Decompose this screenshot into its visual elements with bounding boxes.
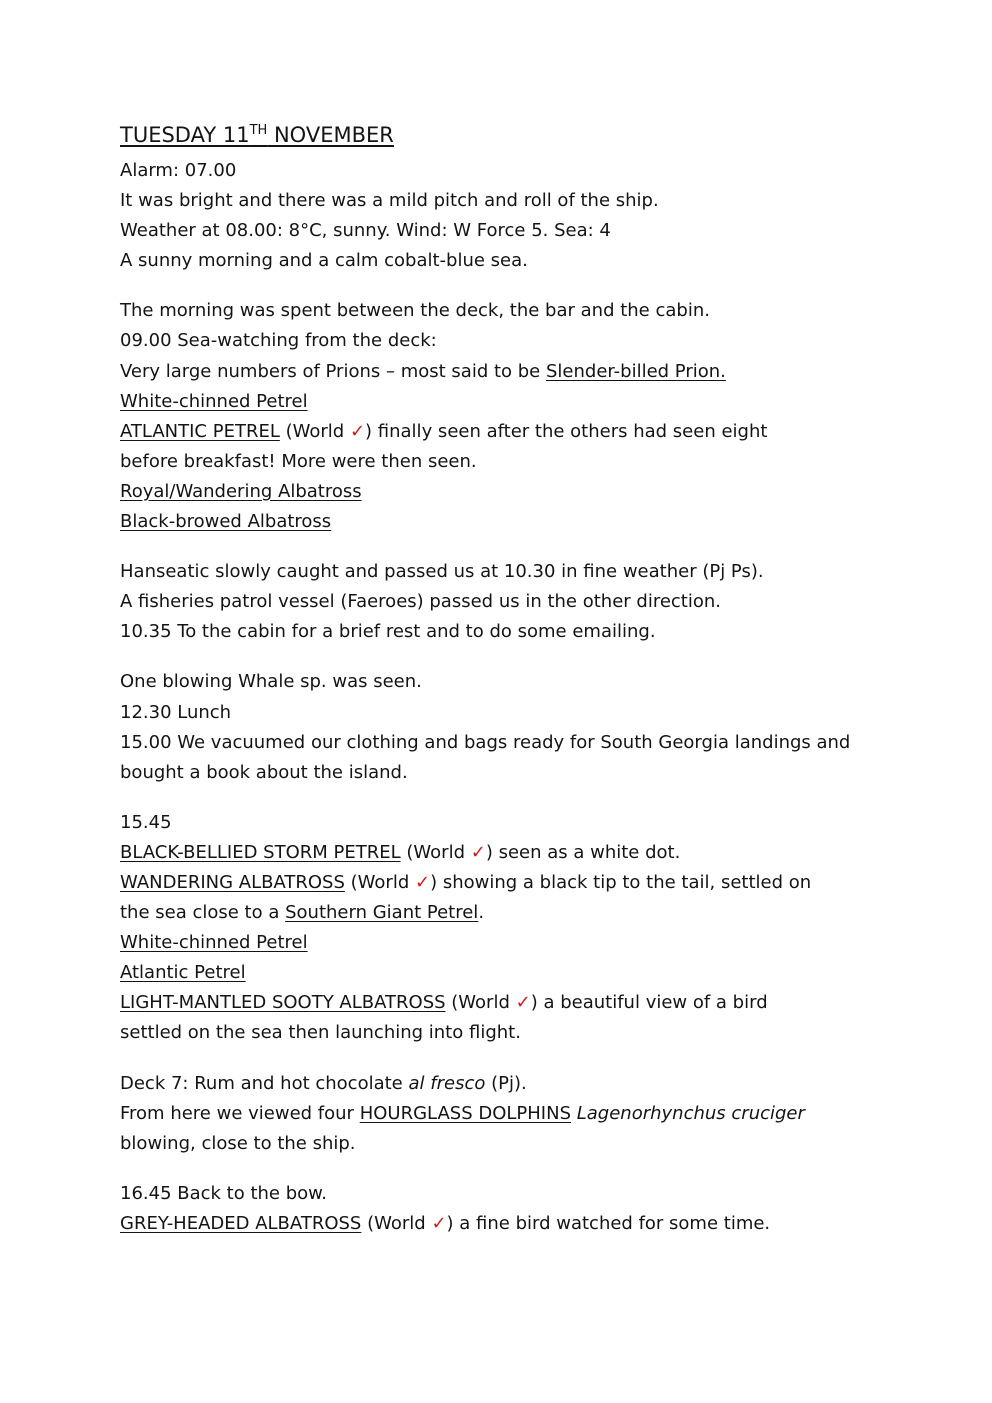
check-icon: ✓ xyxy=(515,992,531,1014)
scientific-name: Lagenorhynchus cruciger xyxy=(576,1102,805,1124)
paragraph-line: It was bright and there was a mild pitch and roll of the ship. xyxy=(120,190,659,212)
alarm-line: Alarm: 07.00 xyxy=(120,160,237,181)
species-name: Southern Giant Petrel xyxy=(285,902,479,924)
paragraph-line: Deck 7: Rum and hot chocolate al fresco (Pj). xyxy=(120,1072,527,1094)
paragraph-line: before breakfast! More were then seen. xyxy=(120,450,477,472)
species-name: Slender-billed Prion. xyxy=(546,360,726,382)
species-name: ATLANTIC PETREL xyxy=(120,420,280,442)
species-line xyxy=(120,507,880,537)
paragraph-line: bought a book about the island. xyxy=(120,761,408,783)
check-icon: ✓ xyxy=(431,1212,447,1234)
paragraph-line: One blowing Whale sp. was seen. xyxy=(120,671,422,693)
species-line: LIGHT-MANTLED SOOTY ALBATROSS (World ✓) a beautiful view of a bird xyxy=(120,992,768,1014)
species-line xyxy=(120,477,880,507)
species-line: GREY-HEADED ALBATROSS (World ✓) a fine bird watched for some time. xyxy=(120,1212,771,1234)
species-name: Black-browed Albatross xyxy=(120,511,332,533)
species-line: BLACK-BELLIED STORM PETREL (World ✓) seen as a white dot. xyxy=(120,841,681,863)
species-line: ATLANTIC PETREL (World ✓) finally seen after the others had seen eight xyxy=(120,420,768,442)
check-icon: ✓ xyxy=(349,420,366,442)
paragraph-line: 09.00 Sea-watching from the deck: xyxy=(120,330,437,352)
species-line xyxy=(120,928,880,958)
species-name: White-chinned Petrel xyxy=(120,932,308,954)
page-title: TUESDAY 11TH NOVEMBER xyxy=(120,123,394,147)
paragraph-line: 16.45 Back to the bow. xyxy=(120,1182,327,1204)
paragraph-line: A fisheries patrol vessel (Faeroes) passed us in the other direction. xyxy=(120,591,721,613)
species-name: BLACK-BELLIED STORM PETREL xyxy=(120,841,401,863)
species-name: White-chinned Petrel xyxy=(120,390,308,412)
diary-entry xyxy=(120,120,880,1239)
species-line xyxy=(120,387,880,417)
species-name: GREY-HEADED ALBATROSS xyxy=(120,1212,362,1234)
paragraph-line: 10.35 To the cabin for a brief rest and to do some emailing. xyxy=(120,621,656,643)
species-name: HOURGLASS DOLPHINS xyxy=(359,1102,571,1124)
species-name: Royal/Wandering Albatross xyxy=(120,480,362,502)
check-icon: ✓ xyxy=(414,871,431,893)
paragraph-line: the sea close to a Southern Giant Petrel. xyxy=(120,902,485,924)
paragraph-line: 12.30 Lunch xyxy=(120,701,232,723)
species-line xyxy=(120,958,880,988)
species-line: WANDERING ALBATROSS (World ✓) showing a black tip to the tail, settled on xyxy=(120,871,812,893)
paragraph-line: A sunny morning and a calm cobalt-blue sea. xyxy=(120,250,528,272)
check-icon: ✓ xyxy=(470,841,486,863)
paragraph-line: settled on the sea then launching into flight. xyxy=(120,1022,521,1044)
paragraph-line: Hanseatic slowly caught and passed us at 10.30 in fine weather (Pj Ps). xyxy=(120,561,764,583)
paragraph-line: blowing, close to the ship. xyxy=(120,1132,356,1154)
species-name: WANDERING ALBATROSS xyxy=(120,871,345,893)
species-name: LIGHT-MANTLED SOOTY ALBATROSS xyxy=(120,992,446,1014)
paragraph-line: Very large numbers of Prions – most said to be Slender-billed Prion. xyxy=(120,360,726,382)
paragraph-line: From here we viewed four HOURGLASS DOLPHINS Lagenorhynchus cruciger xyxy=(120,1102,805,1124)
weather-line: Weather at 08.00: 8°C, sunny. Wind: W Force 5. Sea: 4 xyxy=(120,220,611,242)
time-line: 15.45 xyxy=(120,811,172,833)
paragraph-line: The morning was spent between the deck, the bar and the cabin. xyxy=(120,300,710,322)
paragraph-line: 15.00 We vacuumed our clothing and bags ready for South Georgia landings and xyxy=(120,731,851,753)
species-name: Atlantic Petrel xyxy=(120,962,246,984)
